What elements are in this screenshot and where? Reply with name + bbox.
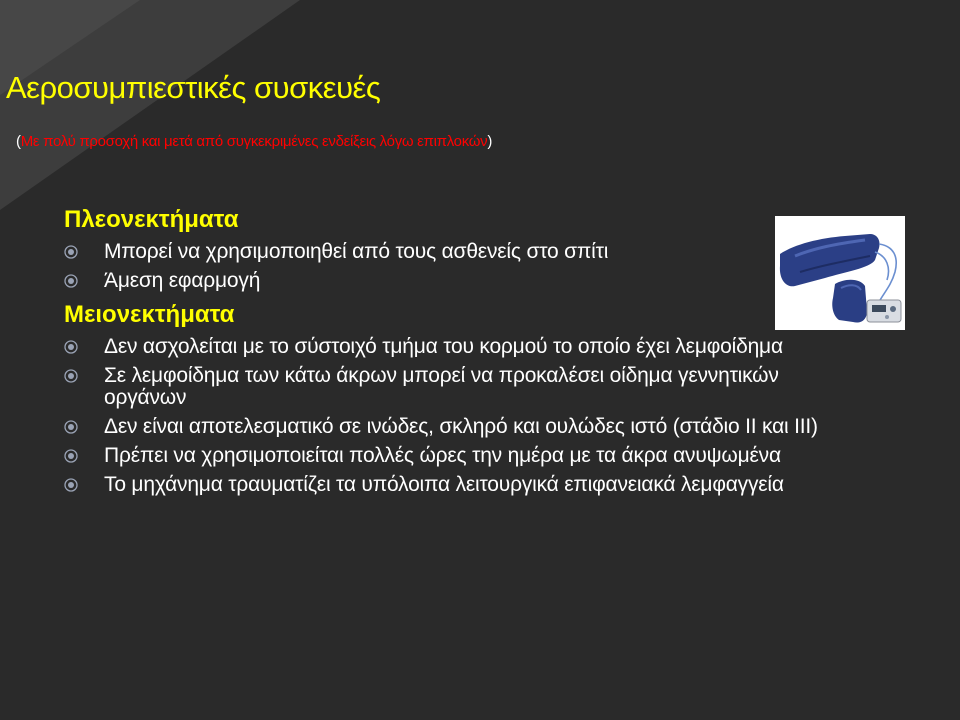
list-item [64,474,864,496]
bullet-icon [64,420,78,434]
list-item [64,241,864,263]
subtitle-text: Με πολύ προσοχή και μετά από συγκεκριμένες ενδείξεις λόγω επιπλοκών [20,133,488,150]
subtitle-open-paren: ( [16,133,21,150]
disadvantages-heading: Μειονεκτήματα [64,301,235,328]
list-item [64,445,864,467]
list-item [64,365,864,409]
list-item [64,270,864,292]
list-item-text: Μπορεί να χρησιμοποιηθεί από τους ασθενείς στο σπίτι [104,240,609,263]
pneumatic-compression-device-image [775,216,905,330]
list-item-text: Δεν ασχολείται με το σύστοιχό τμήμα του κορμού το οποίο έχει λεμφοίδημα [104,335,783,358]
subtitle-close-paren: ) [487,133,493,150]
bullet-icon [64,369,78,383]
bullet-icon [64,449,78,463]
slide-title: Αεροσυμπιεστικές συσκευές [6,70,381,105]
bullet-icon [64,274,78,288]
advantages-heading: Πλεονεκτήματα [64,206,239,233]
disadvantages-list [64,336,864,496]
advantages-list [64,241,864,292]
list-item-text: Άμεση εφαρμογή [104,269,261,292]
list-item-text: Το μηχάνημα τραυματίζει τα υπόλοιπα λειτουργικά επιφανειακά λεμφαγγεία [104,473,784,496]
bullet-icon [64,245,78,259]
pneumatic-compression-device-icon [775,216,905,330]
bullet-icon [64,478,78,492]
bullet-icon [64,340,78,354]
list-item-text: Πρέπει να χρησιμοποιείται πολλές ώρες την ημέρα με τα άκρα ανυψωμένα [104,444,781,467]
list-item-text: Δεν είναι αποτελεσματικό σε ινώδες, σκληρό και ουλώδες ιστό (στάδιο ΙΙ και ΙΙΙ) [104,415,818,438]
list-item-text: Σε λεμφοίδημα των κάτω άκρων μπορεί να προκαλέσει οίδημα γεννητικών οργάνων [104,364,779,409]
list-item [64,416,864,438]
slide-content [64,204,864,503]
slide-subtitle [16,133,492,150]
list-item [64,336,864,358]
